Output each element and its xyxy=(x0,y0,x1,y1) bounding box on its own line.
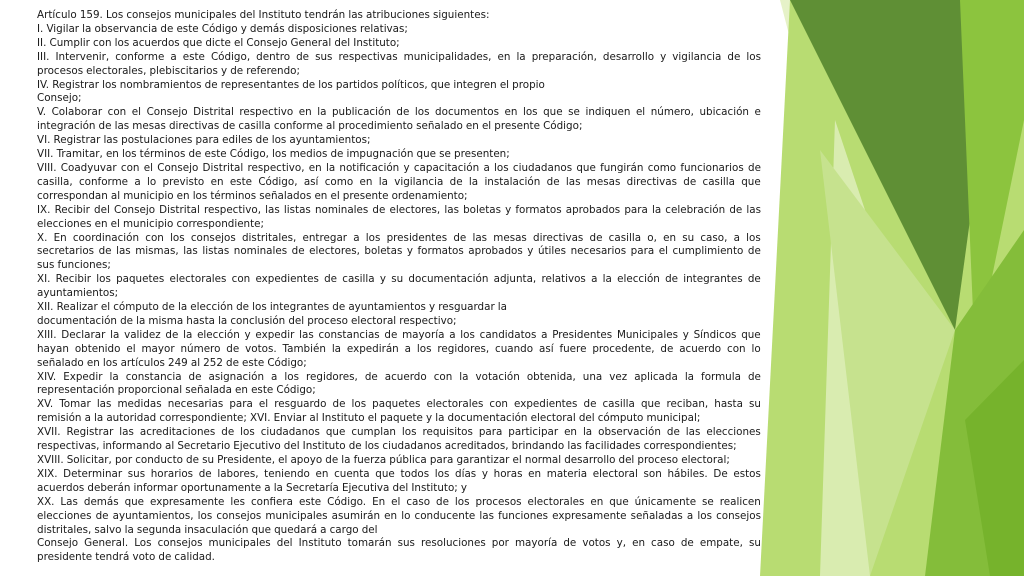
text-line: Consejo General. Los consejos municipales del Instituto tomarán sus resoluciones por mayoría de votos y, en caso de empate, su xyxy=(37,537,761,550)
text-line: integración de las mesas directivas de casilla conforme al procedimiento señalado en el presente Código; xyxy=(37,120,583,133)
text-line: XVII. Registrar las acreditaciones de los ciudadanos que cumplan los requisitos para participar en la observación de las elecciones xyxy=(37,426,761,439)
text-line: casilla, conforme a lo previsto en este Código, así como en la vigilancia de la instalación de las mesas directivas de casilla que xyxy=(37,175,761,188)
text-line: ayuntamientos; xyxy=(37,287,119,300)
text-line: hayan obtenido el mayor número de votos. También la expedirán a los regidores, cuando así fuere procedente, de acuerdo con lo xyxy=(37,342,761,355)
text-line: XV. Tomar las medidas necesarias para el resguardo de los paquetes electorales con expedientes de casilla que reciban, hasta su xyxy=(37,398,761,411)
text-line: XIII. Declarar la validez de la elección y expedir las constancias de mayoría a los candidatos a Presidentes Municipales y Síndicos que xyxy=(37,328,761,341)
text-line: IX. Recibir del Consejo Distrital respectivo, las listas nominales de electores, las boletas y formatos aprobados para la celebración de las xyxy=(37,203,761,216)
text-line: X. En coordinación con los consejos distritales, entregar a los presidentes de las mesas directivas de casilla o, en su caso, a los xyxy=(37,231,761,244)
text-line: presidente tendrá voto de calidad. xyxy=(37,551,215,564)
text-line: remisión a la autoridad correspondiente; XVI. Enviar al Instituto el paquete y la documentación electoral del cómputo municipal; xyxy=(37,412,701,425)
text-line: elecciones en el municipio correspondiente; xyxy=(37,217,265,230)
text-line: XX. Las demás que expresamente les confiera este Código. En el caso de los procesos electorales en que únicamente se realicen xyxy=(37,495,761,508)
text-line: distritales, salvo la segunda insaculación que quedará a cargo del xyxy=(37,523,378,536)
text-line: documentación de la misma hasta la conclusión del proceso electoral respectivo; xyxy=(37,314,457,327)
article-text-block xyxy=(37,9,761,573)
text-line: respectivas, informando al Secretario Ejecutivo del Instituto de los ciudadanos acreditados, brindando las facilidades correspondientes; xyxy=(37,440,737,453)
text-line: señalado en los artículos 249 al 252 de este Código; xyxy=(37,356,307,369)
text-line: I. Vigilar la observancia de este Código y demás disposiciones relativas; xyxy=(37,22,408,35)
text-line: VII. Tramitar, en los términos de este Código, los medios de impugnación que se presenten; xyxy=(37,148,510,161)
text-line: XIX. Determinar sus horarios de labores, teniendo en cuenta que todos los días y horas en materia electoral son hábiles. De estos xyxy=(37,467,761,480)
text-line: correspondan al municipio en los términos señalados en el presente ordenamiento; xyxy=(37,189,468,202)
text-line: elecciones de ayuntamientos, los consejos municipales asumirán en lo conducente las funciones expresamente señaladas a los consejos xyxy=(37,509,761,522)
text-line: V. Colaborar con el Consejo Distrital respectivo en la publicación de los documentos en los que se indiquen el número, ubicación e xyxy=(37,106,761,119)
text-line: Consejo; xyxy=(37,92,82,105)
text-line: XIV. Expedir la constancia de asignación a los regidores, de acuerdo con la votación obtenida, una vez aplicada la formula de xyxy=(37,370,761,383)
text-line: IV. Registrar los nombramientos de representantes de los partidos políticos, que integren el propio xyxy=(37,78,545,91)
text-line: XI. Recibir los paquetes electorales con expedientes de casilla y su documentación adjunta, relativos a la elección de integrantes de xyxy=(37,273,761,286)
text-line: representación proporcional señalada en este Código; xyxy=(37,384,316,397)
text-line: Artículo 159. Los consejos municipales del Instituto tendrán las atribuciones siguientes: xyxy=(37,9,490,21)
text-line: XII. Realizar el cómputo de la elección de los integrantes de ayuntamientos y resguardar la xyxy=(37,301,508,314)
text-line: III. Intervenir, conforme a este Código, dentro de sus respectivas municipalidades, en la preparación, desarrollo y vigilancia de los xyxy=(37,50,761,63)
text-line: VIII. Coadyuvar con el Consejo Distrital respectivo, en la notificación y capacitación a los ciudadanos que fungirán como funcionarios de xyxy=(37,161,761,174)
text-line: sus funciones; xyxy=(37,259,111,272)
text-line: VI. Registrar las postulaciones para ediles de los ayuntamientos; xyxy=(37,134,371,147)
text-line: XVIII. Solicitar, por conducto de su Presidente, el apoyo de la fuerza pública para garantizar el normal desarrollo del proceso electoral; xyxy=(37,454,730,466)
text-line: II. Cumplir con los acuerdos que dicte el Consejo General del Instituto; xyxy=(37,36,400,49)
text-line: acuerdos deberán informar oportunamente a la Secretaría Ejecutiva del Instituto; y xyxy=(37,481,467,494)
text-line: procesos electorales, plebiscitarios y de referendo; xyxy=(37,64,300,77)
text-line: secretarios de las mismas, las listas nominales de electores, boletas y formatos aprobados y útiles necesarios para el cumplimiento de xyxy=(37,245,761,258)
